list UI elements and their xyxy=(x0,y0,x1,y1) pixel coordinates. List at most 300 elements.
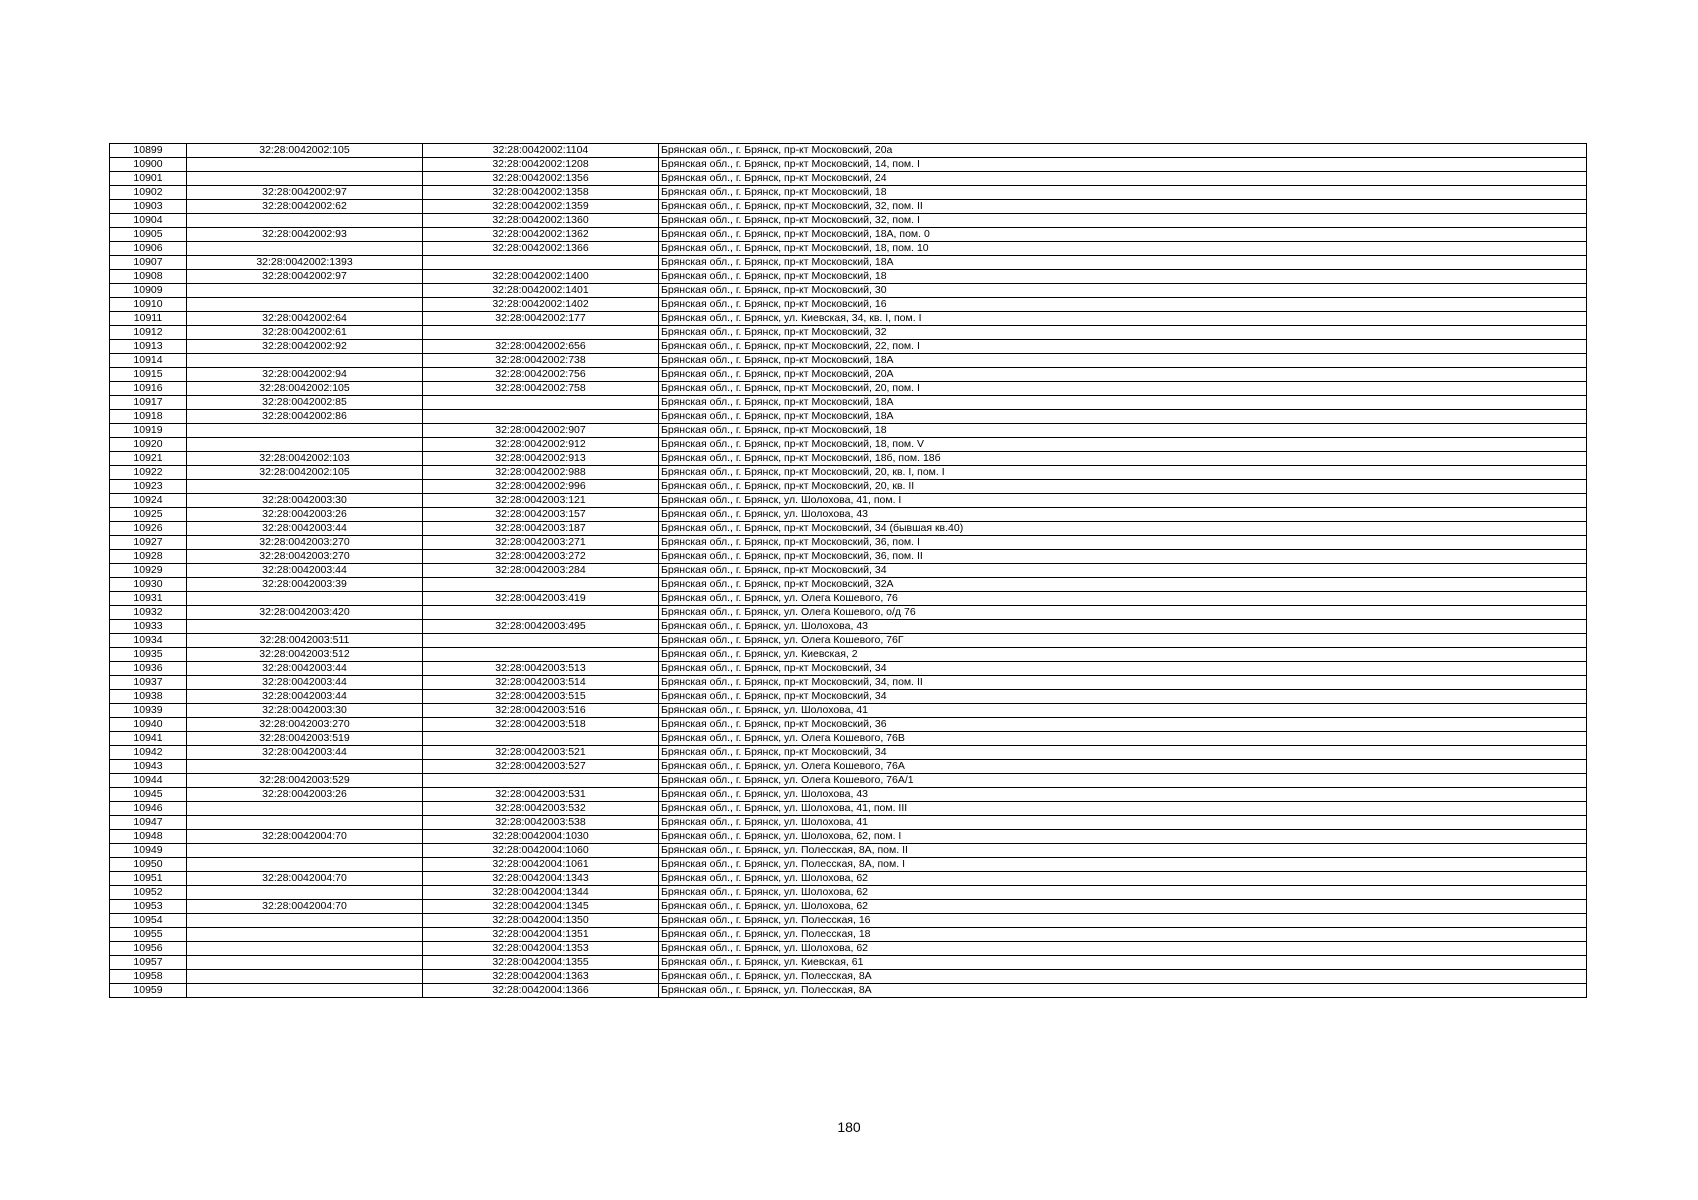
row-number-cell: 10900 xyxy=(110,158,187,172)
parcel-number-cell xyxy=(187,844,423,858)
table-row xyxy=(110,872,1587,886)
parcel-number-cell xyxy=(187,620,423,634)
table-row xyxy=(110,802,1587,816)
address-cell: Брянская обл., г. Брянск, ул. Шолохова, 41, пом. III xyxy=(659,802,1587,816)
table-row xyxy=(110,298,1587,312)
row-number-cell: 10927 xyxy=(110,536,187,550)
row-number-cell: 10942 xyxy=(110,746,187,760)
parcel-number-cell xyxy=(187,480,423,494)
object-number-cell: 32:28:0042003:121 xyxy=(423,494,659,508)
parcel-number-cell xyxy=(187,816,423,830)
address-cell: Брянская обл., г. Брянск, пр-кт Московский, 20а xyxy=(659,144,1587,158)
address-cell: Брянская обл., г. Брянск, ул. Олега Кошевого, 76А xyxy=(659,760,1587,774)
row-number-cell: 10921 xyxy=(110,452,187,466)
address-cell: Брянская обл., г. Брянск, пр-кт Московский, 18 xyxy=(659,270,1587,284)
table-row xyxy=(110,970,1587,984)
row-number-cell: 10915 xyxy=(110,368,187,382)
address-cell: Брянская обл., г. Брянск, пр-кт Московский, 16 xyxy=(659,298,1587,312)
table-row xyxy=(110,200,1587,214)
address-cell: Брянская обл., г. Брянск, пр-кт Московский, 18А xyxy=(659,354,1587,368)
table-row xyxy=(110,326,1587,340)
object-number-cell: 32:28:0042003:272 xyxy=(423,550,659,564)
table-row xyxy=(110,494,1587,508)
address-cell: Брянская обл., г. Брянск, пр-кт Московский, 18, пом. V xyxy=(659,438,1587,452)
object-number-cell: 32:28:0042003:513 xyxy=(423,662,659,676)
address-cell: Брянская обл., г. Брянск, ул. Шолохова, 41 xyxy=(659,704,1587,718)
object-number-cell: 32:28:0042002:1400 xyxy=(423,270,659,284)
object-number-cell: 32:28:0042003:271 xyxy=(423,536,659,550)
table-row xyxy=(110,214,1587,228)
object-number-cell: 32:28:0042003:157 xyxy=(423,508,659,522)
object-number-cell: 32:28:0042002:912 xyxy=(423,438,659,452)
row-number-cell: 10923 xyxy=(110,480,187,494)
table-row xyxy=(110,508,1587,522)
address-cell: Брянская обл., г. Брянск, пр-кт Московский, 18А xyxy=(659,410,1587,424)
row-number-cell: 10953 xyxy=(110,900,187,914)
parcel-number-cell xyxy=(187,214,423,228)
row-number-cell: 10903 xyxy=(110,200,187,214)
table-row xyxy=(110,564,1587,578)
table-row xyxy=(110,312,1587,326)
row-number-cell: 10930 xyxy=(110,578,187,592)
table-row xyxy=(110,256,1587,270)
object-number-cell: 32:28:0042002:738 xyxy=(423,354,659,368)
row-number-cell: 10907 xyxy=(110,256,187,270)
object-number-cell: 32:28:0042002:913 xyxy=(423,452,659,466)
row-number-cell: 10902 xyxy=(110,186,187,200)
parcel-number-cell: 32:28:0042003:44 xyxy=(187,746,423,760)
table-row xyxy=(110,620,1587,634)
object-number-cell: 32:28:0042003:538 xyxy=(423,816,659,830)
object-number-cell xyxy=(423,732,659,746)
parcel-number-cell xyxy=(187,172,423,186)
row-number-cell: 10949 xyxy=(110,844,187,858)
row-number-cell: 10943 xyxy=(110,760,187,774)
object-number-cell: 32:28:0042002:1208 xyxy=(423,158,659,172)
address-cell: Брянская обл., г. Брянск, пр-кт Московский, 34 xyxy=(659,690,1587,704)
object-number-cell: 32:28:0042003:514 xyxy=(423,676,659,690)
table-row xyxy=(110,368,1587,382)
table-row xyxy=(110,662,1587,676)
row-number-cell: 10928 xyxy=(110,550,187,564)
table-row xyxy=(110,158,1587,172)
parcel-number-cell: 32:28:0042003:270 xyxy=(187,718,423,732)
table-row xyxy=(110,648,1587,662)
parcel-number-cell: 32:28:0042002:61 xyxy=(187,326,423,340)
row-number-cell: 10956 xyxy=(110,942,187,956)
address-cell: Брянская обл., г. Брянск, ул. Олега Кошевого, 76В xyxy=(659,732,1587,746)
object-number-cell: 32:28:0042003:515 xyxy=(423,690,659,704)
parcel-number-cell xyxy=(187,886,423,900)
row-number-cell: 10913 xyxy=(110,340,187,354)
table-row xyxy=(110,858,1587,872)
parcel-number-cell: 32:28:0042003:44 xyxy=(187,522,423,536)
parcel-number-cell xyxy=(187,424,423,438)
table-row xyxy=(110,942,1587,956)
table-row xyxy=(110,438,1587,452)
parcel-number-cell: 32:28:0042003:519 xyxy=(187,732,423,746)
row-number-cell: 10945 xyxy=(110,788,187,802)
row-number-cell: 10906 xyxy=(110,242,187,256)
parcel-number-cell: 32:28:0042003:512 xyxy=(187,648,423,662)
row-number-cell: 10919 xyxy=(110,424,187,438)
row-number-cell: 10929 xyxy=(110,564,187,578)
parcel-number-cell: 32:28:0042004:70 xyxy=(187,872,423,886)
table-row xyxy=(110,466,1587,480)
parcel-number-cell: 32:28:0042003:270 xyxy=(187,536,423,550)
parcel-number-cell: 32:28:0042003:26 xyxy=(187,788,423,802)
object-number-cell xyxy=(423,578,659,592)
table-row xyxy=(110,900,1587,914)
address-cell: Брянская обл., г. Брянск, ул. Олега Кошевого, 76А/1 xyxy=(659,774,1587,788)
row-number-cell: 10920 xyxy=(110,438,187,452)
address-cell: Брянская обл., г. Брянск, пр-кт Московский, 32А xyxy=(659,578,1587,592)
table-row xyxy=(110,886,1587,900)
object-number-cell: 32:28:0042004:1355 xyxy=(423,956,659,970)
row-number-cell: 10948 xyxy=(110,830,187,844)
parcel-number-cell: 32:28:0042004:70 xyxy=(187,830,423,844)
table-row xyxy=(110,284,1587,298)
address-cell: Брянская обл., г. Брянск, ул. Полесская, 18 xyxy=(659,928,1587,942)
row-number-cell: 10916 xyxy=(110,382,187,396)
registry-table xyxy=(109,143,1587,998)
table-row xyxy=(110,704,1587,718)
address-cell: Брянская обл., г. Брянск, пр-кт Московский, 18б, пом. 18б xyxy=(659,452,1587,466)
address-cell: Брянская обл., г. Брянск, пр-кт Московский, 36, пом. I xyxy=(659,536,1587,550)
object-number-cell: 32:28:0042002:1362 xyxy=(423,228,659,242)
parcel-number-cell xyxy=(187,802,423,816)
object-number-cell: 32:28:0042002:1366 xyxy=(423,242,659,256)
address-cell: Брянская обл., г. Брянск, ул. Полесская, 8А xyxy=(659,970,1587,984)
parcel-number-cell xyxy=(187,760,423,774)
object-number-cell: 32:28:0042004:1363 xyxy=(423,970,659,984)
table-row xyxy=(110,578,1587,592)
table-row xyxy=(110,676,1587,690)
row-number-cell: 10938 xyxy=(110,690,187,704)
parcel-number-cell: 32:28:0042003:44 xyxy=(187,676,423,690)
table-row xyxy=(110,914,1587,928)
address-cell: Брянская обл., г. Брянск, ул. Шолохова, 62 xyxy=(659,886,1587,900)
object-number-cell: 32:28:0042003:419 xyxy=(423,592,659,606)
parcel-number-cell: 32:28:0042002:103 xyxy=(187,452,423,466)
object-number-cell: 32:28:0042004:1030 xyxy=(423,830,659,844)
object-number-cell: 32:28:0042002:1358 xyxy=(423,186,659,200)
table-row xyxy=(110,424,1587,438)
row-number-cell: 10933 xyxy=(110,620,187,634)
row-number-cell: 10911 xyxy=(110,312,187,326)
object-number-cell: 32:28:0042002:1360 xyxy=(423,214,659,228)
address-cell: Брянская обл., г. Брянск, пр-кт Московский, 32, пом. II xyxy=(659,200,1587,214)
table-row xyxy=(110,172,1587,186)
row-number-cell: 10912 xyxy=(110,326,187,340)
address-cell: Брянская обл., г. Брянск, пр-кт Московский, 24 xyxy=(659,172,1587,186)
row-number-cell: 10909 xyxy=(110,284,187,298)
table-row xyxy=(110,354,1587,368)
table-row xyxy=(110,746,1587,760)
table-row xyxy=(110,718,1587,732)
row-number-cell: 10946 xyxy=(110,802,187,816)
parcel-number-cell: 32:28:0042003:44 xyxy=(187,564,423,578)
parcel-number-cell xyxy=(187,284,423,298)
row-number-cell: 10914 xyxy=(110,354,187,368)
address-cell: Брянская обл., г. Брянск, ул. Шолохова, 62 xyxy=(659,900,1587,914)
object-number-cell: 32:28:0042004:1344 xyxy=(423,886,659,900)
address-cell: Брянская обл., г. Брянск, пр-кт Московский, 20, кв. II xyxy=(659,480,1587,494)
address-cell: Брянская обл., г. Брянск, пр-кт Московский, 34 xyxy=(659,662,1587,676)
address-cell: Брянская обл., г. Брянск, пр-кт Московский, 34, пом. II xyxy=(659,676,1587,690)
row-number-cell: 10955 xyxy=(110,928,187,942)
parcel-number-cell: 32:28:0042003:26 xyxy=(187,508,423,522)
table-row xyxy=(110,452,1587,466)
row-number-cell: 10939 xyxy=(110,704,187,718)
object-number-cell: 32:28:0042002:756 xyxy=(423,368,659,382)
parcel-number-cell: 32:28:0042002:64 xyxy=(187,312,423,326)
parcel-number-cell xyxy=(187,858,423,872)
parcel-number-cell: 32:28:0042003:30 xyxy=(187,494,423,508)
object-number-cell: 32:28:0042004:1350 xyxy=(423,914,659,928)
object-number-cell: 32:28:0042004:1343 xyxy=(423,872,659,886)
row-number-cell: 10918 xyxy=(110,410,187,424)
object-number-cell: 32:28:0042003:532 xyxy=(423,802,659,816)
table-row xyxy=(110,690,1587,704)
address-cell: Брянская обл., г. Брянск, ул. Шолохова, 41 xyxy=(659,816,1587,830)
table-row xyxy=(110,480,1587,494)
parcel-number-cell xyxy=(187,970,423,984)
address-cell: Брянская обл., г. Брянск, ул. Шолохова, 62 xyxy=(659,942,1587,956)
parcel-number-cell xyxy=(187,354,423,368)
object-number-cell: 32:28:0042004:1366 xyxy=(423,984,659,998)
parcel-number-cell: 32:28:0042002:105 xyxy=(187,382,423,396)
address-cell: Брянская обл., г. Брянск, ул. Шолохова, 62, пом. I xyxy=(659,830,1587,844)
address-cell: Брянская обл., г. Брянск, пр-кт Московский, 36 xyxy=(659,718,1587,732)
row-number-cell: 10941 xyxy=(110,732,187,746)
object-number-cell xyxy=(423,396,659,410)
address-cell: Брянская обл., г. Брянск, пр-кт Московский, 20, пом. I xyxy=(659,382,1587,396)
object-number-cell: 32:28:0042003:518 xyxy=(423,718,659,732)
table-row xyxy=(110,536,1587,550)
address-cell: Брянская обл., г. Брянск, пр-кт Московский, 32, пом. I xyxy=(659,214,1587,228)
address-cell: Брянская обл., г. Брянск, пр-кт Московский, 34 xyxy=(659,564,1587,578)
object-number-cell: 32:28:0042002:758 xyxy=(423,382,659,396)
page-number: 180 xyxy=(837,1119,861,1135)
address-cell: Брянская обл., г. Брянск, пр-кт Московский, 18А xyxy=(659,256,1587,270)
address-cell: Брянская обл., г. Брянск, пр-кт Московский, 18А xyxy=(659,396,1587,410)
parcel-number-cell: 32:28:0042004:70 xyxy=(187,900,423,914)
table-row xyxy=(110,228,1587,242)
parcel-number-cell: 32:28:0042002:62 xyxy=(187,200,423,214)
table-row xyxy=(110,270,1587,284)
parcel-number-cell: 32:28:0042003:30 xyxy=(187,704,423,718)
address-cell: Брянская обл., г. Брянск, ул. Шолохова, 41, пом. I xyxy=(659,494,1587,508)
parcel-number-cell: 32:28:0042003:420 xyxy=(187,606,423,620)
object-number-cell xyxy=(423,326,659,340)
row-number-cell: 10935 xyxy=(110,648,187,662)
address-cell: Брянская обл., г. Брянск, ул. Киевская, 2 xyxy=(659,648,1587,662)
table-row xyxy=(110,550,1587,564)
object-number-cell: 32:28:0042004:1351 xyxy=(423,928,659,942)
table-row xyxy=(110,396,1587,410)
row-number-cell: 10952 xyxy=(110,886,187,900)
object-number-cell: 32:28:0042003:187 xyxy=(423,522,659,536)
object-number-cell: 32:28:0042002:1356 xyxy=(423,172,659,186)
object-number-cell xyxy=(423,606,659,620)
parcel-number-cell: 32:28:0042002:97 xyxy=(187,186,423,200)
object-number-cell: 32:28:0042004:1353 xyxy=(423,942,659,956)
parcel-number-cell: 32:28:0042003:529 xyxy=(187,774,423,788)
parcel-number-cell: 32:28:0042002:92 xyxy=(187,340,423,354)
table-row xyxy=(110,928,1587,942)
object-number-cell: 32:28:0042002:1401 xyxy=(423,284,659,298)
row-number-cell: 10931 xyxy=(110,592,187,606)
object-number-cell: 32:28:0042003:521 xyxy=(423,746,659,760)
table-row xyxy=(110,788,1587,802)
table-row xyxy=(110,760,1587,774)
parcel-number-cell: 32:28:0042002:1393 xyxy=(187,256,423,270)
row-number-cell: 10958 xyxy=(110,970,187,984)
row-number-cell: 10932 xyxy=(110,606,187,620)
address-cell: Брянская обл., г. Брянск, ул. Полесская, 8А, пом. I xyxy=(659,858,1587,872)
object-number-cell: 32:28:0042002:988 xyxy=(423,466,659,480)
registry-table-body xyxy=(110,144,1587,998)
object-number-cell: 32:28:0042003:527 xyxy=(423,760,659,774)
address-cell: Брянская обл., г. Брянск, пр-кт Московский, 30 xyxy=(659,284,1587,298)
parcel-number-cell xyxy=(187,438,423,452)
row-number-cell: 10924 xyxy=(110,494,187,508)
row-number-cell: 10957 xyxy=(110,956,187,970)
address-cell: Брянская обл., г. Брянск, ул. Полесская, 16 xyxy=(659,914,1587,928)
object-number-cell: 32:28:0042002:1402 xyxy=(423,298,659,312)
table-row xyxy=(110,606,1587,620)
address-cell: Брянская обл., г. Брянск, ул. Шолохова, 43 xyxy=(659,788,1587,802)
object-number-cell: 32:28:0042004:1061 xyxy=(423,858,659,872)
parcel-number-cell xyxy=(187,242,423,256)
address-cell: Брянская обл., г. Брянск, пр-кт Московский, 34 xyxy=(659,746,1587,760)
object-number-cell: 32:28:0042003:516 xyxy=(423,704,659,718)
address-cell: Брянская обл., г. Брянск, пр-кт Московский, 22, пом. I xyxy=(659,340,1587,354)
address-cell: Брянская обл., г. Брянск, ул. Олега Кошевого, 76Г xyxy=(659,634,1587,648)
parcel-number-cell xyxy=(187,158,423,172)
object-number-cell xyxy=(423,634,659,648)
address-cell: Брянская обл., г. Брянск, пр-кт Московский, 36, пом. II xyxy=(659,550,1587,564)
row-number-cell: 10910 xyxy=(110,298,187,312)
object-number-cell xyxy=(423,774,659,788)
address-cell: Брянская обл., г. Брянск, пр-кт Московский, 20А xyxy=(659,368,1587,382)
address-cell: Брянская обл., г. Брянск, пр-кт Московский, 18 xyxy=(659,186,1587,200)
parcel-number-cell: 32:28:0042002:105 xyxy=(187,144,423,158)
object-number-cell xyxy=(423,648,659,662)
table-row xyxy=(110,340,1587,354)
row-number-cell: 10934 xyxy=(110,634,187,648)
object-number-cell: 32:28:0042003:495 xyxy=(423,620,659,634)
parcel-number-cell xyxy=(187,928,423,942)
object-number-cell: 32:28:0042002:1359 xyxy=(423,200,659,214)
address-cell: Брянская обл., г. Брянск, пр-кт Московский, 18 xyxy=(659,424,1587,438)
row-number-cell: 10908 xyxy=(110,270,187,284)
address-cell: Брянская обл., г. Брянск, ул. Олега Кошевого, о/д 76 xyxy=(659,606,1587,620)
object-number-cell: 32:28:0042002:177 xyxy=(423,312,659,326)
table-row xyxy=(110,816,1587,830)
object-number-cell: 32:28:0042004:1060 xyxy=(423,844,659,858)
row-number-cell: 10936 xyxy=(110,662,187,676)
table-row xyxy=(110,522,1587,536)
table-row xyxy=(110,844,1587,858)
row-number-cell: 10899 xyxy=(110,144,187,158)
parcel-number-cell: 32:28:0042002:97 xyxy=(187,270,423,284)
parcel-number-cell: 32:28:0042002:93 xyxy=(187,228,423,242)
address-cell: Брянская обл., г. Брянск, ул. Полесская, 8А, пом. II xyxy=(659,844,1587,858)
row-number-cell: 10925 xyxy=(110,508,187,522)
table-row xyxy=(110,186,1587,200)
object-number-cell: 32:28:0042002:996 xyxy=(423,480,659,494)
row-number-cell: 10944 xyxy=(110,774,187,788)
address-cell: Брянская обл., г. Брянск, пр-кт Московский, 18, пом. 10 xyxy=(659,242,1587,256)
address-cell: Брянская обл., г. Брянск, пр-кт Московский, 20, кв. I, пом. I xyxy=(659,466,1587,480)
object-number-cell: 32:28:0042002:1104 xyxy=(423,144,659,158)
table-row xyxy=(110,774,1587,788)
table-row xyxy=(110,144,1587,158)
address-cell: Брянская обл., г. Брянск, ул. Полесская, 8А xyxy=(659,984,1587,998)
table-row xyxy=(110,634,1587,648)
table-row xyxy=(110,732,1587,746)
row-number-cell: 10950 xyxy=(110,858,187,872)
parcel-number-cell xyxy=(187,592,423,606)
parcel-number-cell xyxy=(187,942,423,956)
parcel-number-cell: 32:28:0042003:44 xyxy=(187,690,423,704)
object-number-cell: 32:28:0042004:1345 xyxy=(423,900,659,914)
table-row xyxy=(110,410,1587,424)
parcel-number-cell: 32:28:0042003:270 xyxy=(187,550,423,564)
address-cell: Брянская обл., г. Брянск, ул. Киевская, 61 xyxy=(659,956,1587,970)
row-number-cell: 10947 xyxy=(110,816,187,830)
object-number-cell: 32:28:0042002:656 xyxy=(423,340,659,354)
table-row xyxy=(110,830,1587,844)
parcel-number-cell: 32:28:0042002:105 xyxy=(187,466,423,480)
row-number-cell: 10940 xyxy=(110,718,187,732)
parcel-number-cell xyxy=(187,984,423,998)
object-number-cell: 32:28:0042002:907 xyxy=(423,424,659,438)
address-cell: Брянская обл., г. Брянск, ул. Шолохова, 43 xyxy=(659,508,1587,522)
row-number-cell: 10917 xyxy=(110,396,187,410)
parcel-number-cell: 32:28:0042002:85 xyxy=(187,396,423,410)
parcel-number-cell xyxy=(187,914,423,928)
table-row xyxy=(110,242,1587,256)
row-number-cell: 10901 xyxy=(110,172,187,186)
parcel-number-cell xyxy=(187,298,423,312)
row-number-cell: 10959 xyxy=(110,984,187,998)
address-cell: Брянская обл., г. Брянск, ул. Шолохова, 43 xyxy=(659,620,1587,634)
address-cell: Брянская обл., г. Брянск, ул. Олега Кошевого, 76 xyxy=(659,592,1587,606)
object-number-cell: 32:28:0042003:531 xyxy=(423,788,659,802)
address-cell: Брянская обл., г. Брянск, пр-кт Московский, 32 xyxy=(659,326,1587,340)
address-cell: Брянская обл., г. Брянск, ул. Киевская, 34, кв. I, пом. I xyxy=(659,312,1587,326)
row-number-cell: 10954 xyxy=(110,914,187,928)
row-number-cell: 10951 xyxy=(110,872,187,886)
object-number-cell xyxy=(423,256,659,270)
object-number-cell: 32:28:0042003:284 xyxy=(423,564,659,578)
object-number-cell xyxy=(423,410,659,424)
row-number-cell: 10904 xyxy=(110,214,187,228)
parcel-number-cell: 32:28:0042002:86 xyxy=(187,410,423,424)
address-cell: Брянская обл., г. Брянск, пр-кт Московский, 18А, пом. 0 xyxy=(659,228,1587,242)
address-cell: Брянская обл., г. Брянск, пр-кт Московский, 34 (бывшая кв.40) xyxy=(659,522,1587,536)
row-number-cell: 10926 xyxy=(110,522,187,536)
parcel-number-cell xyxy=(187,956,423,970)
row-number-cell: 10922 xyxy=(110,466,187,480)
parcel-number-cell: 32:28:0042003:44 xyxy=(187,662,423,676)
parcel-number-cell: 32:28:0042003:511 xyxy=(187,634,423,648)
address-cell: Брянская обл., г. Брянск, пр-кт Московский, 14, пом. I xyxy=(659,158,1587,172)
parcel-number-cell: 32:28:0042003:39 xyxy=(187,578,423,592)
